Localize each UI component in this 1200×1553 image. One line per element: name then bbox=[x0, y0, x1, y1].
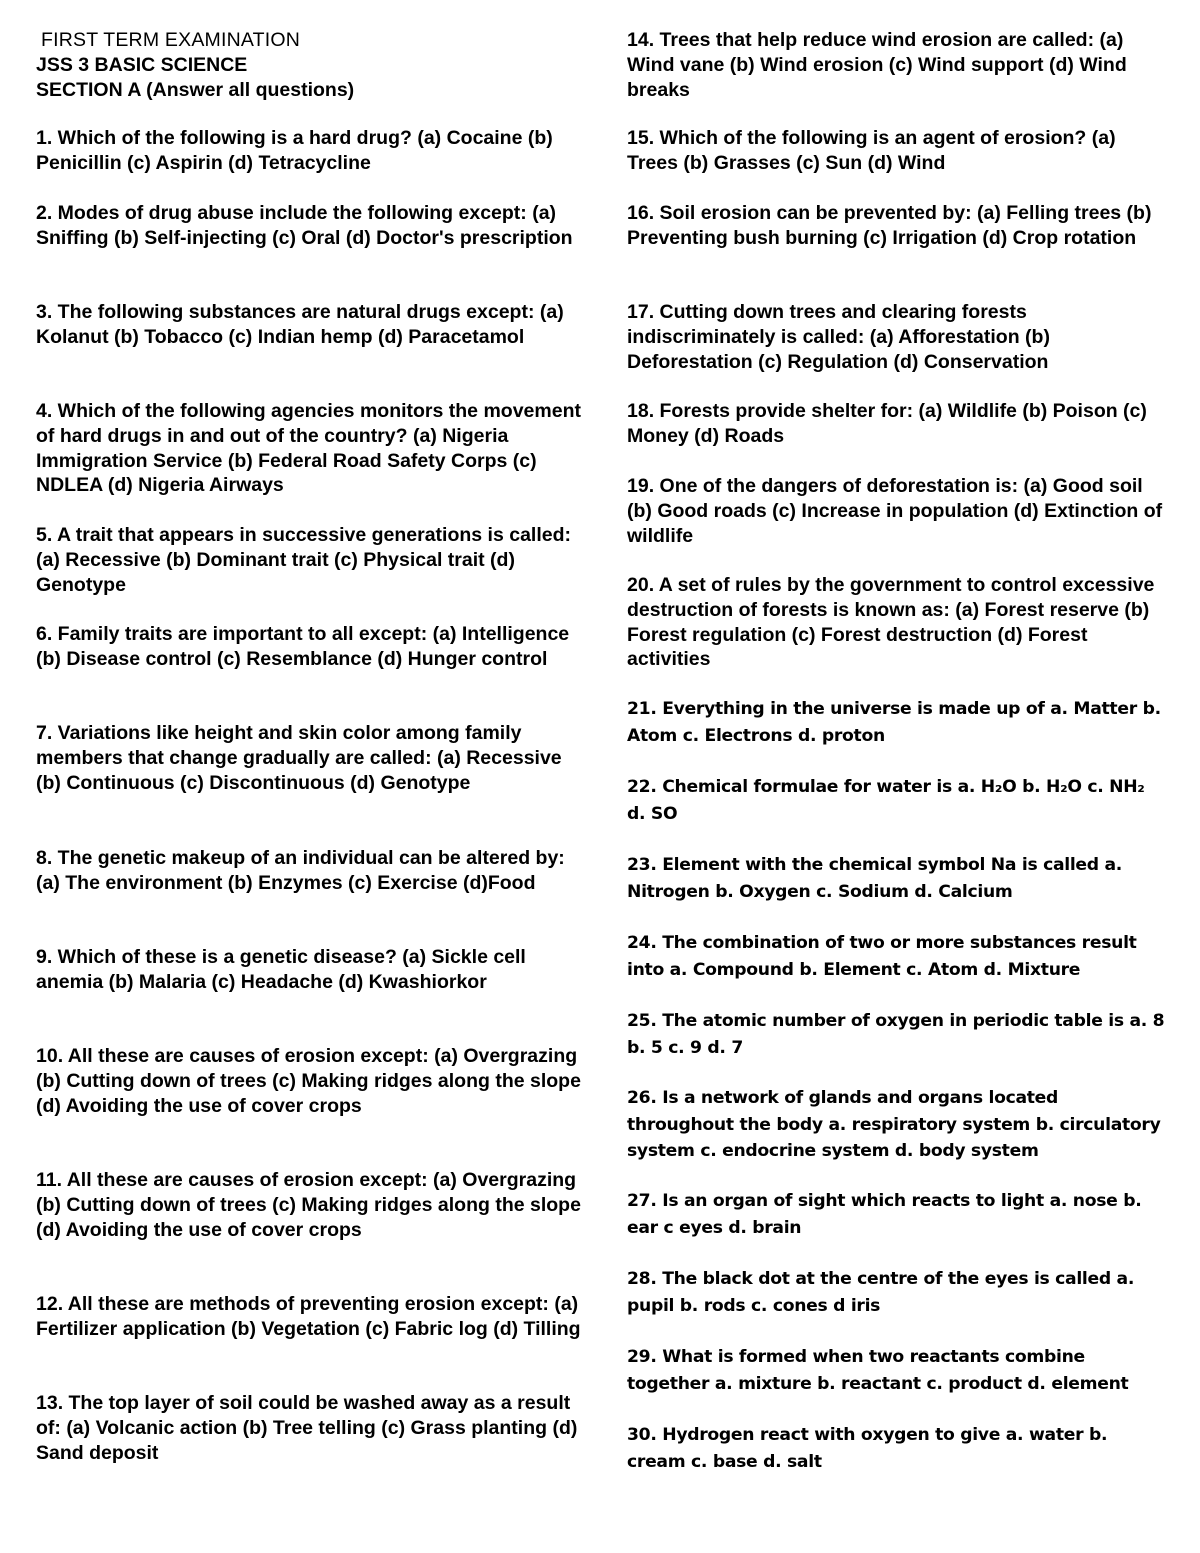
question-2: 2. Modes of drug abuse include the following except: (a) Sniffing (b) Self-injecting (c) Oral (d) Doctor's prescription bbox=[36, 202, 573, 249]
question-9: 9. Which of these is a genetic disease? (a) Sickle cell anemia (b) Malaria (c) Headache (d) Kwashiorkor bbox=[36, 946, 526, 993]
exam-title: FIRST TERM EXAMINATION bbox=[41, 29, 301, 51]
question-18: 18. Forests provide shelter for: (a) Wildlife (b) Poison (c) Money (d) Roads bbox=[627, 400, 1147, 447]
question-12: 12. All these are methods of preventing erosion except: (a) Fertilizer application (b) Vegetation (c) Fabric log (d) Tilling bbox=[36, 1293, 581, 1340]
question-30: 30. Hydrogen react with oxygen to give a. water b. cream c. base d. salt bbox=[627, 1425, 1108, 1472]
question-5: 5. A trait that appears in successive generations is called: (a) Recessive (b) Dominant trait (c) Physical trait (d) Genotype bbox=[36, 524, 572, 596]
question-1: 1. Which of the following is a hard drug? (a) Cocaine (b) Penicillin (c) Aspirin (d) Tetracycline bbox=[36, 127, 553, 174]
question-6: 6. Family traits are important to all except: (a) Intelligence (b) Disease control (c) Resemblance (d) Hunger control bbox=[36, 623, 570, 670]
question-10: 10. All these are causes of erosion except: (a) Overgrazing (b) Cutting down of trees (c) Making ridges along the slope (d) Avoiding the use of cover crops bbox=[36, 1045, 581, 1117]
question-29: 29. What is formed when two reactants combine together a. mixture b. reactant c. product d. element bbox=[627, 1347, 1129, 1394]
question-27: 27. Is an organ of sight which reacts to light a. nose b. ear c eyes d. brain bbox=[627, 1191, 1142, 1238]
question-3: 3. The following substances are natural drugs except: (a) Kolanut (b) Tobacco (c) Indian hemp (d) Paracetamol bbox=[36, 301, 564, 348]
question-25: 25. The atomic number of oxygen in periodic table is a. 8 b. 5 c. 9 d. 7 bbox=[627, 1011, 1165, 1058]
question-19: 19. One of the dangers of deforestation is: (a) Good soil (b) Good roads (c) Increase in population (d) Extinction of wildlife bbox=[627, 475, 1163, 547]
question-11: 11. All these are causes of erosion except: (a) Overgrazing (b) Cutting down of trees (c) Making ridges along the slope (d) Avoiding the use of cover crops bbox=[36, 1169, 581, 1241]
section-instruction: SECTION A (Answer all questions) bbox=[36, 79, 355, 101]
question-13: 13. The top layer of soil could be washed away as a result of: (a) Volcanic action (b) Tree telling (c) Grass planting (d) Sand deposit bbox=[36, 1392, 578, 1464]
question-23: 23. Element with the chemical symbol Na is called a. Nitrogen b. Oxygen c. Sodium d. Calcium bbox=[627, 855, 1123, 902]
question-7: 7. Variations like height and skin color among family members that change gradually are called: (a) Recessive (b) Continuous (c) Discontinuous (d) Genotype bbox=[36, 722, 562, 794]
question-17: 17. Cutting down trees and clearing forests indiscriminately is called: (a) Afforestation (b) Deforestation (c) Regulation (d) Conservation bbox=[627, 301, 1050, 373]
class-subject: JSS 3 BASIC SCIENCE bbox=[36, 54, 248, 76]
question-15: 15. Which of the following is an agent of erosion? (a) Trees (b) Grasses (c) Sun (d) Wind bbox=[627, 127, 1116, 174]
question-8: 8. The genetic makeup of an individual can be altered by: (a) The environment (b) Enzymes (c) Exercise (d)Food bbox=[36, 847, 565, 894]
exam-header bbox=[36, 28, 596, 103]
question-24: 24. The combination of two or more substances result into a. Compound b. Element c. Atom d. Mixture bbox=[627, 933, 1137, 980]
question-16: 16. Soil erosion can be prevented by: (a) Felling trees (b) Preventing bush burning (c) Irrigation (d) Crop rotation bbox=[627, 202, 1152, 249]
question-28: 28. The black dot at the centre of the eyes is called a. pupil b. rods c. cones d iris bbox=[627, 1269, 1135, 1316]
question-14: 14. Trees that help reduce wind erosion are called: (a) Wind vane (b) Wind erosion (c) Wind support (d) Wind breaks bbox=[627, 29, 1127, 101]
question-22: 22. Chemical formulae for water is a. H₂O b. H₂O c. NH₂ d. SO bbox=[627, 777, 1145, 824]
question-26: 26. Is a network of glands and organs located throughout the body a. respiratory system b. circulatory system c. endocrine system d. body system bbox=[627, 1088, 1161, 1161]
question-20: 20. A set of rules by the government to control excessive destruction of forests is known as: (a) Forest reserve (b) Forest regulation (c) Forest destruction (d) Forest activities bbox=[627, 574, 1155, 671]
question-21: 21. Everything in the universe is made up of a. Matter b. Atom c. Electrons d. proton bbox=[627, 699, 1161, 746]
question-4: 4. Which of the following agencies monitors the movement of hard drugs in and out of the country? (a) Nigeria Immigration Service (b) Federal Road Safety Corps (c) NDLEA (d) Nigeria Airways bbox=[36, 400, 581, 497]
